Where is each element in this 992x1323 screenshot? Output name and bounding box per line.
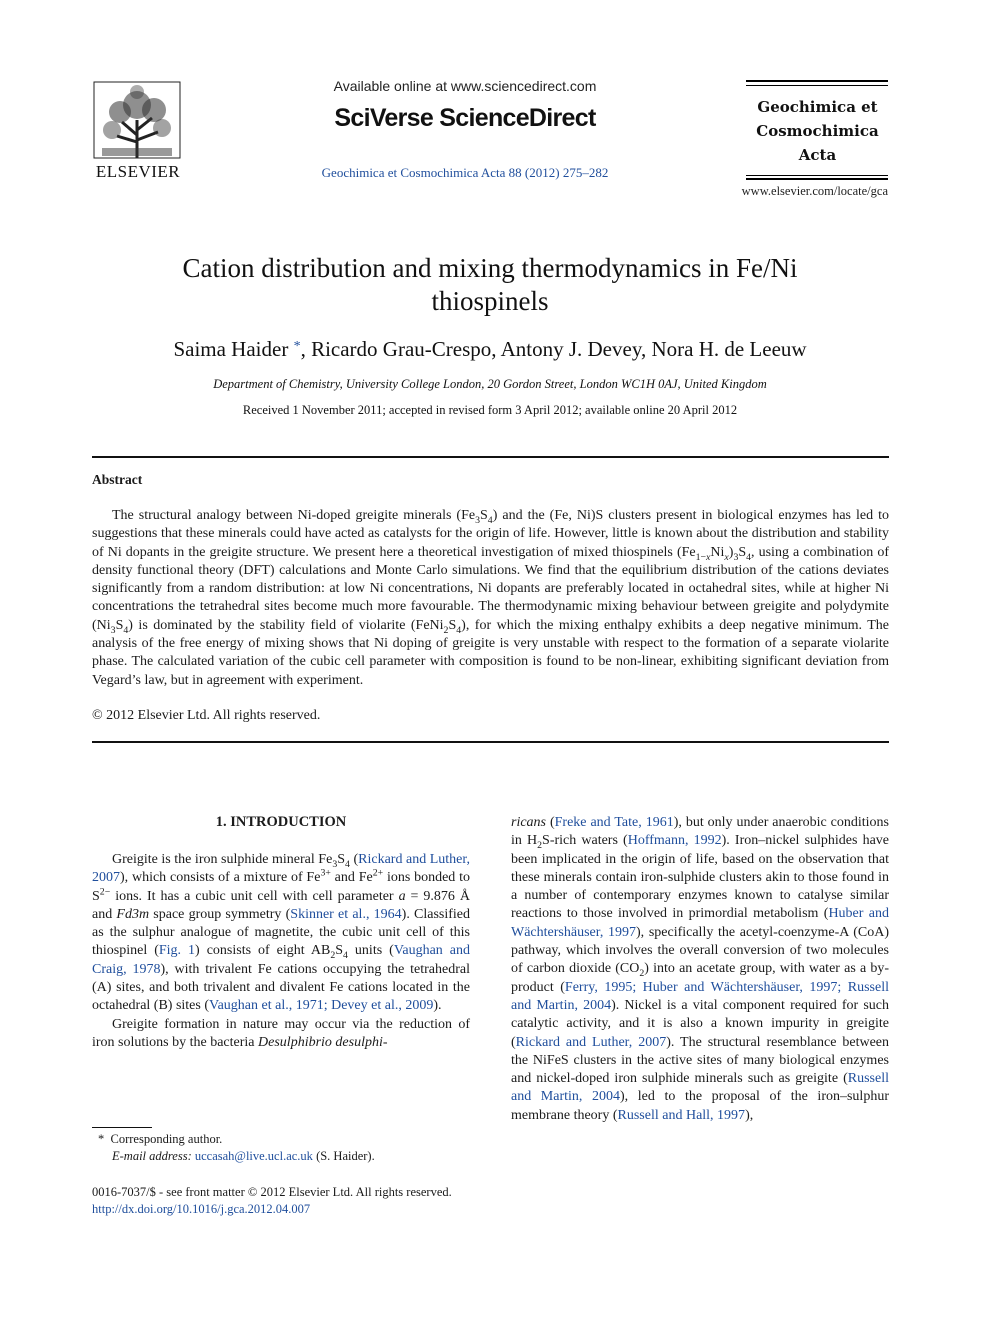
journal-rule-top [746, 80, 888, 82]
footnote-rule [92, 1127, 152, 1128]
issn-line: 0016-7037/$ - see front matter © 2012 Elsevier Ltd. All rights reserved. [92, 1185, 452, 1199]
footnote-marker: * [98, 1132, 105, 1146]
sciverse-logo: SciVerse ScienceDirect [334, 104, 596, 132]
corresponding-author-marker[interactable]: * [293, 339, 301, 354]
footnote-line [92, 1148, 472, 1165]
intro-right-column [511, 814, 889, 1125]
citation-link[interactable]: Rickard and Luther, 2007 [92, 852, 470, 886]
journal-name-line: Geochimica et [757, 98, 878, 116]
page-footer [92, 1184, 592, 1218]
intro-paragraph: Greigite formation in nature may occur via the reduction of iron solutions by the bacteria Desulphibrio desulphi- [92, 1016, 470, 1050]
figure-link[interactable]: Fig. 1 [158, 943, 196, 959]
intro-left-column [92, 851, 470, 1052]
journal-rule-top-thin [746, 85, 888, 86]
available-online: Available online at www.sciencedirect.com [333, 78, 597, 94]
abstract-copyright: © 2012 Elsevier Ltd. All rights reserved. [92, 708, 321, 723]
intro-paragraph: Greigite is the iron sulphide mineral $Fe_3S_4$ (Rickard and Luther, 2007), which consists of a mixture of $Fe^{3+}$ and $Fe^{2+}$ ions bonded to $S^{2-}$ ions. It has a cubic unit cell with cell parameter a = 9.876 Å and Fd3m space group symmetry (Skinner et al., 1964). Classified as the sulphur analogue of magnetite, the cubic unit cell of this thiospinel (Fig. 1) consists of eight $AB_2S_4$ units (Vaughan and Craig, 1978), with trivalent Fe cations occupying the tetrahedral (A) sites, and both trivalent and divalent Fe cations located in the octahedral (B) sites (Vaughan et al., 1971; Devey et al., 2009). [92, 852, 471, 1014]
elsevier-logo [92, 80, 184, 182]
citation-link[interactable]: Skinner et al., 1964 [290, 906, 402, 922]
email-label: E-mail address: [112, 1149, 192, 1163]
received-dates: Received 1 November 2011; accepted in revised form 3 April 2012; available online 20 April 2012 [242, 403, 738, 417]
journal-name-line: Acta [798, 146, 837, 164]
intro-paragraph: ricans (Freke and Tate, 1961), but only under anaerobic conditions in $H_2S$-rich waters (Hoffmann, 1992). Iron–nickel sulphides have been implicated in the origin of life, based on the observation that these minerals contain iron-sulphide clusters akin to those found in a number of contemporary enzymes known to catalyse similar reactions to those involved in primordial metabolism (Huber and Wächtershäuser, 1997), specifically the acetyl-coenzyme-A (CoA) pathway, which involves the overall conversion of two molecules of carbon dioxide $(CO_2)$ into an acetate group, with water as a by-product (Ferry, 1995; Huber and Wächtershäuser, 1997; Russell and Martin, 2004). Nickel is a vital component required for such catalytic activity, and it is also a known impurity in greigite (Rickard and Luther, 2007). The structural resemblance between the NiFeS clusters in the active sites of many biological enzymes and nickel-doped iron sulphide minerals such as greigite (Russell and Martin, 2004), led to the proposal of the iron–sulphur membrane theory (Russell and Hall, 1997), [511, 815, 890, 1123]
affiliation: Department of Chemistry, University College London, 20 Gordon Street, London WC1H 0AJ, United Kingdom [213, 377, 767, 391]
corresponding-author-note: Corresponding author. [110, 1132, 223, 1146]
citation-link[interactable]: Ferry, 1995; Huber and Wächtershäuser, 1997; Russell and Martin, 2004 [511, 979, 890, 1013]
journal-name [740, 95, 895, 167]
abstract-rule-top [92, 456, 889, 458]
journal-citation[interactable]: Geochimica et Cosmochimica Acta 88 (2012) 275–282 [321, 165, 609, 180]
citation-link[interactable]: Rickard and Luther, 2007 [515, 1034, 667, 1050]
citation-link[interactable]: Vaughan et al., 1971; Devey et al., 2009 [209, 998, 434, 1014]
title-line: thiospinels [431, 286, 549, 316]
author-list: Saima Haider *, Ricardo Grau-Crespo, Antony J. Devey, Nora H. de Leeuw [173, 337, 807, 361]
abstract-rule-bottom [92, 741, 889, 743]
journal-name-line: Cosmochimica [756, 122, 879, 140]
email-link[interactable]: uccasah@live.ucl.ac.uk [194, 1149, 313, 1163]
abstract-body: The structural analogy between Ni-doped greigite minerals $(Fe_3S_4)$ and the (Fe, Ni)S clusters present in biological enzymes has led to suggestions that these minerals could have acted as catalysts for the origin of life. However, little is known about the distribution and stability of Ni dopants in the greigite structure. We present here a theoretical investigation of mixed thiospinels $(Fe_{1-x}Ni_x)_3S_4$, using a combination of density functional theory (DFT) calculations and Monte Carlo simulations. We find that the equilibrium distribution of the cations deviates significantly from a random distribution: at low Ni concentrations, Ni dopants are preferably located in octahedral sites, while at higher Ni concentrations the tetrahedral sites become much more favourable. The thermodynamic mixing behaviour between greigite and polydymite $(Ni_3S_4)$ is dominated by the stability field of violarite $(FeNi_2S_4)$, for which the mixing enthalpy exhibits a deep negative minimum. The analysis of the free energy of mixing shows that Ni doping of greigite is very unstable with respect to the formation of a separate violarite phase. The calculated variation of the cubic cell parameter with composition is found to be non-linear, exhibiting significant deviation from Vegard’s law, but in agreement with experiment. [92, 508, 889, 688]
citation-link[interactable]: Russell and Hall, 1997 [617, 1107, 746, 1123]
title-line: Cation distribution and mixing thermodynamics in Fe/Ni [182, 253, 798, 283]
journal-rule-bottom [746, 178, 888, 180]
citation-link[interactable]: Hoffmann, 1992 [627, 833, 722, 849]
citation-link[interactable]: Vaughan and Craig, 1978 [92, 943, 470, 977]
section-heading-introduction: 1. INTRODUCTION [215, 814, 347, 830]
journal-rule-bottom-thin [746, 175, 888, 176]
footnote-line [92, 1131, 472, 1148]
citation-link[interactable]: Freke and Tate, 1961 [554, 815, 674, 830]
elsevier-wordmark: ELSEVIER [95, 162, 181, 181]
citation-link[interactable]: Russell and Martin, 2004 [511, 1071, 889, 1105]
doi-link[interactable]: http://dx.doi.org/10.1016/j.gca.2012.04.007 [92, 1202, 311, 1216]
footnote [92, 1131, 472, 1165]
email-owner: (S. Haider). [316, 1149, 375, 1163]
journal-url[interactable]: www.elsevier.com/locate/gca [741, 184, 888, 198]
abstract-heading: Abstract [92, 472, 143, 487]
citation-link[interactable]: Huber and Wächtershäuser, 1997 [511, 906, 889, 940]
article-title [92, 252, 888, 318]
